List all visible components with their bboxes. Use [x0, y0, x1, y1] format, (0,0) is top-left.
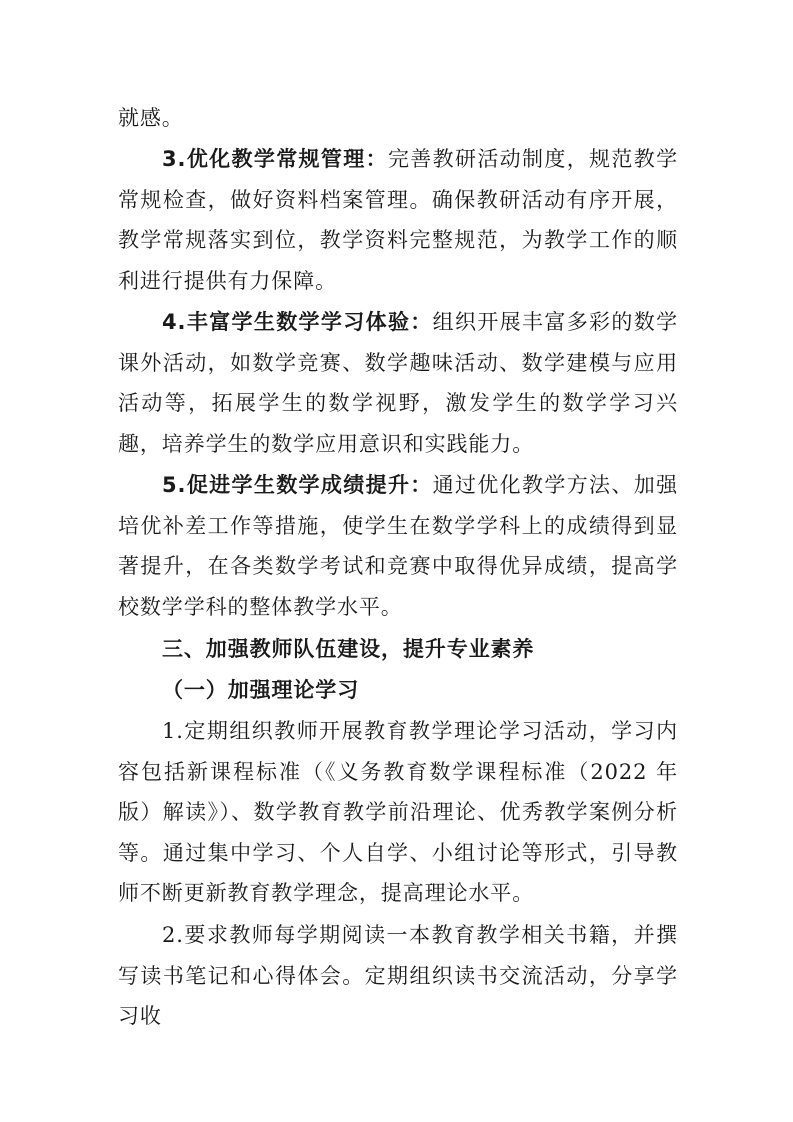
paragraph-text: 通过优化教学方法、加强培优补差工作等措施，使学生在数学学科上的成绩得到显著提升，在各类数学考试和竞赛中取得优异成绩，提高学校数学学科的整体教学水平。 — [118, 473, 678, 619]
paragraph-text: 1.定期组织教师开展教育教学理论学习活动，学习内容包括新课程标准（《义务教育数学课程标准（2022 年版）解读》）、数学教育教学前沿理论、优秀教学案例分析等。通过集中学习、个人自学、小组讨论等形式，引导教师不断更新教育教学理念，提高理论水平。 — [118, 719, 678, 905]
paragraph-item-5 — [118, 465, 678, 627]
paragraph-text: 就感。 — [118, 106, 184, 130]
paragraph-text: 组织开展丰富多彩的数学课外活动，如数学竞赛、数学趣味活动、数学建模与应用活动等，拓展学生的数学视野，激发学生的数学学习兴趣，培养学生的数学应用意识和实践能力。 — [118, 310, 678, 456]
paragraph-lead: 5.促进学生数学成绩提升： — [162, 473, 433, 497]
paragraph-lead: 3.优化教学常规管理： — [162, 147, 388, 171]
paragraph-theory-2 — [118, 915, 678, 1037]
subsection-heading: （一）加强理论学习 — [162, 678, 360, 702]
paragraph-item-3 — [118, 139, 678, 301]
paragraph-text: 2.要求教师每学期阅读一本教育教学相关书籍，并撰写读书笔记和心得体会。定期组织读书交流活动，分享学习收 — [118, 923, 678, 1028]
paragraph-lead: 4.丰富学生数学学习体验： — [162, 310, 433, 334]
paragraph-continuation — [118, 98, 678, 139]
paragraph-item-4 — [118, 302, 678, 464]
paragraph-text: 完善教研活动制度，规范教学常规检查，做好资料档案管理。确保教研活动有序开展，教学常规落实到位，教学资料完整规范，为教学工作的顺利进行提供有力保障。 — [118, 147, 678, 293]
paragraph-theory-1 — [118, 711, 678, 914]
section-heading: 三、加强教师队伍建设，提升专业素养 — [162, 637, 535, 661]
